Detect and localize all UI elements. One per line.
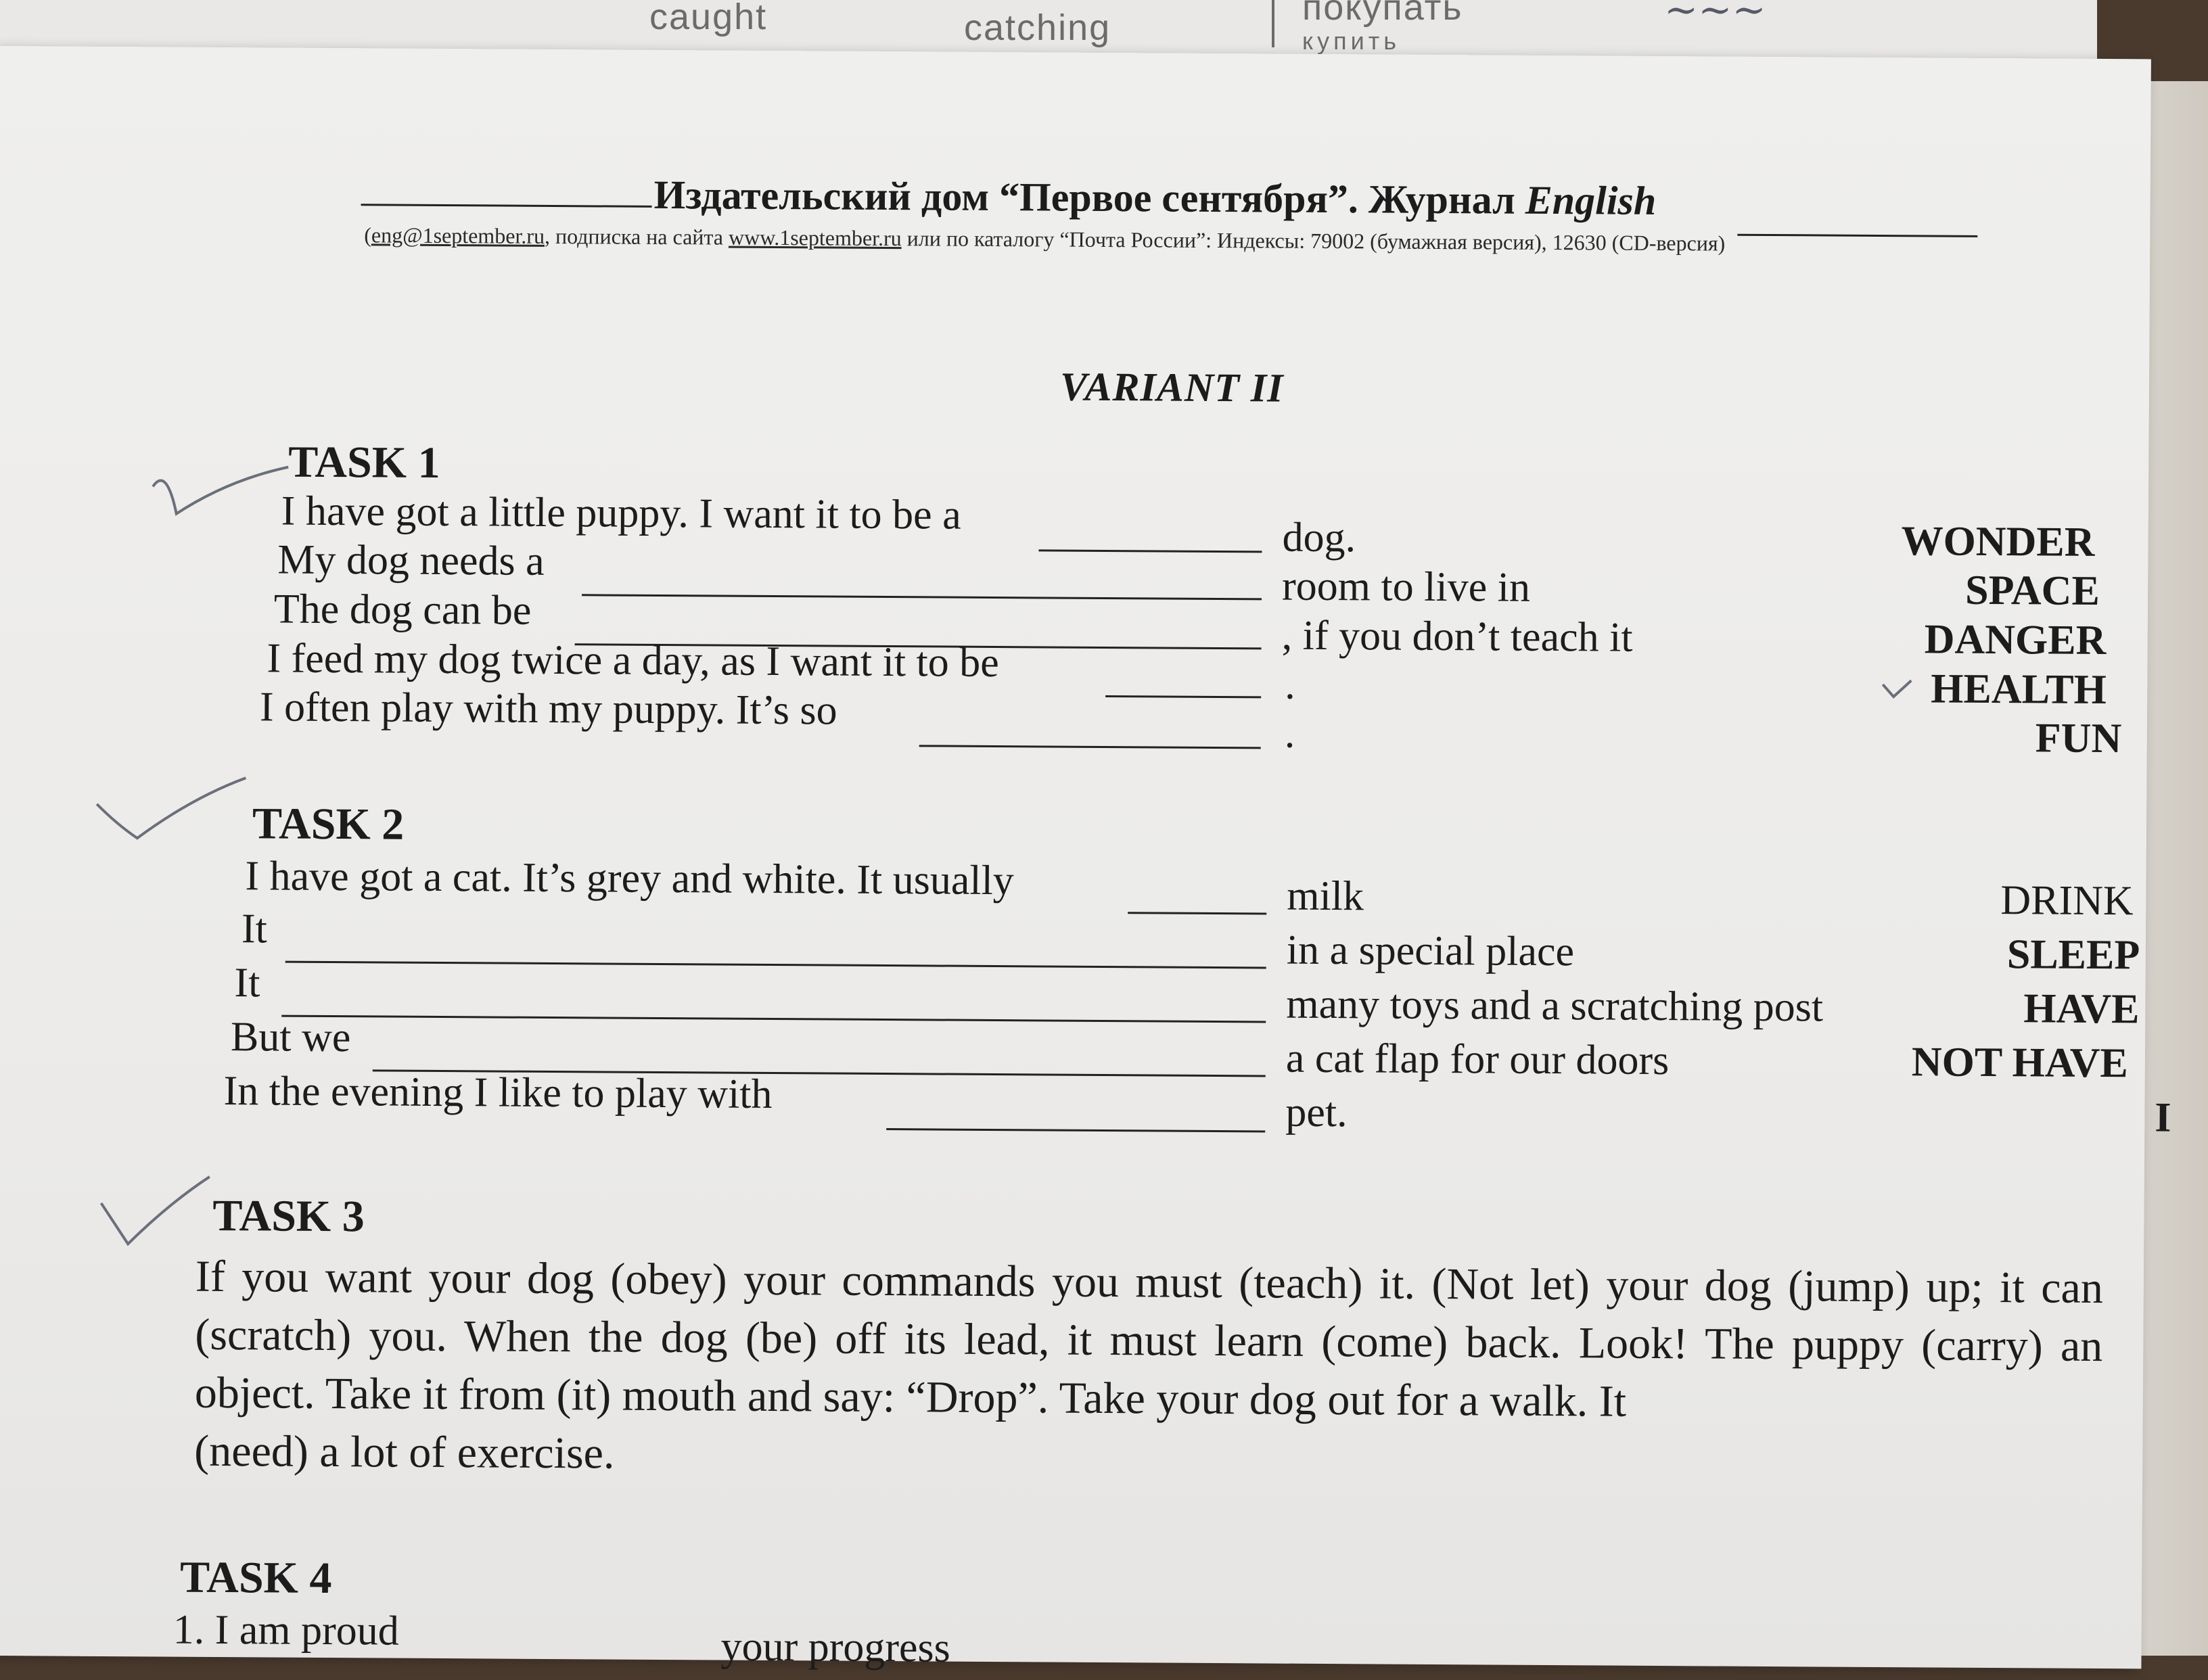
task2-row4-after: a cat flap for our doors	[1285, 1035, 1670, 1084]
task1-row4-word: HEALTH	[1931, 666, 2107, 714]
variant-title: VARIANT II	[1059, 364, 1284, 411]
task2-row1-text: I have got a cat. It’s grey and white. It usually	[245, 853, 1015, 904]
answer-blank[interactable]	[582, 594, 1262, 600]
email-link[interactable]: eng@1september.ru	[371, 223, 545, 248]
task1-row3-word: DANGER	[1924, 616, 2107, 664]
header-rule-left	[361, 204, 652, 208]
task1-row4-after: .	[1285, 661, 1295, 708]
worksheet-page	[0, 46, 2171, 1671]
task2-row4-text: But we	[230, 1014, 351, 1061]
task3-paragraph	[194, 1248, 2103, 1492]
task1-heading: TASK 1	[288, 437, 440, 488]
task2-row5-after: pet.	[1285, 1089, 1348, 1136]
task1-row4-text: I feed my dog twice a day, as I want it to be	[267, 635, 1000, 686]
journal-name: English	[1525, 177, 1657, 223]
task4-heading: TASK 4	[179, 1552, 332, 1604]
background-word: catching	[964, 7, 1111, 48]
task3-text: If you want your dog (obey) your commands you must (teach) it. (Not let) your dog (jump) up; it can (scratch) you. When the dog (be) off its lead, it must learn (come) back. Look! The puppy (carry) an object. Take it from (it) mouth and say: “Drop”. Take your dog out for a walk. It	[194, 1251, 2104, 1426]
publisher-title	[653, 172, 1656, 225]
task4-item1-end: your progress	[720, 1623, 950, 1671]
task1-row1-text: I have got a little puppy. I want it to be a	[281, 488, 961, 538]
task2-row5-text: In the evening I like to play with	[223, 1068, 773, 1118]
checkmark-icon	[146, 425, 296, 521]
task2-row2-text: It	[241, 906, 268, 952]
task2-row2-after: in a special place	[1286, 927, 1575, 975]
answer-blank[interactable]	[281, 1015, 1266, 1023]
task1-row1-after: dog.	[1282, 514, 1356, 561]
task1-row2-after: room to live in	[1281, 563, 1531, 611]
answer-blank[interactable]	[1105, 695, 1261, 698]
checkmark-icon	[1880, 676, 1914, 703]
answer-blank[interactable]	[886, 1128, 1265, 1132]
task1-row5-after: .	[1284, 710, 1295, 757]
checkmark-icon	[94, 1163, 216, 1251]
task1-row2-text: My dog needs a	[277, 536, 545, 584]
task3-heading: TASK 3	[212, 1190, 365, 1242]
answer-blank[interactable]	[1128, 912, 1266, 914]
background-divider	[1272, 0, 1274, 47]
task3-last-line: (need) a lot of exercise.	[194, 1426, 615, 1478]
background-word: покупать	[1302, 0, 1463, 28]
site-link[interactable]: www.1september.ru	[728, 225, 902, 251]
publisher-title-text: Издательский дом “Первое сентября”. Журнал	[653, 172, 1525, 223]
answer-blank[interactable]	[919, 745, 1261, 749]
task2-heading: TASK 2	[252, 799, 405, 849]
task2-row3-word: HAVE	[2023, 985, 2140, 1033]
answer-blank[interactable]	[1038, 549, 1262, 553]
subscription-info: (eng@1september.ru, подписка на сайта www.1september.ru или по каталогу “Почта России”: Индексы: 79002 (бумажная версия), 12630 (CD-версия)	[364, 223, 1726, 256]
task1-row3-text: The dog can be	[273, 586, 532, 634]
task2-row4-word: NOT HAVE	[1911, 1039, 2128, 1087]
task2-row5-word: I	[2155, 1094, 2171, 1141]
task1-row2-word: SPACE	[1964, 567, 2100, 614]
task1-row5-text: I often play with my puppy. It’s so	[259, 684, 837, 734]
background-word: caught	[649, 0, 768, 37]
task1-row3-after: , if you don’t teach it	[1281, 612, 1633, 661]
task2-row3-text: It	[234, 960, 260, 1006]
background-word: купить	[1302, 27, 1401, 55]
task2-row2-word: SLEEP	[2006, 931, 2140, 979]
task2-row1-after: milk	[1287, 872, 1364, 920]
task2-row3-after: many toys and a scratching post	[1286, 981, 1824, 1031]
task4-item1-start: 1. I am proud	[172, 1606, 399, 1654]
task1-row1-word: WONDER	[1901, 518, 2095, 565]
answer-blank[interactable]	[285, 961, 1266, 969]
task2-row1-word: DRINK	[2000, 877, 2134, 925]
checkmark-icon	[90, 750, 253, 845]
header-rule-right	[1737, 234, 1977, 237]
task1-row5-word: FUN	[2035, 715, 2122, 762]
handwritten-scribble: ~~~	[1664, 0, 1766, 34]
